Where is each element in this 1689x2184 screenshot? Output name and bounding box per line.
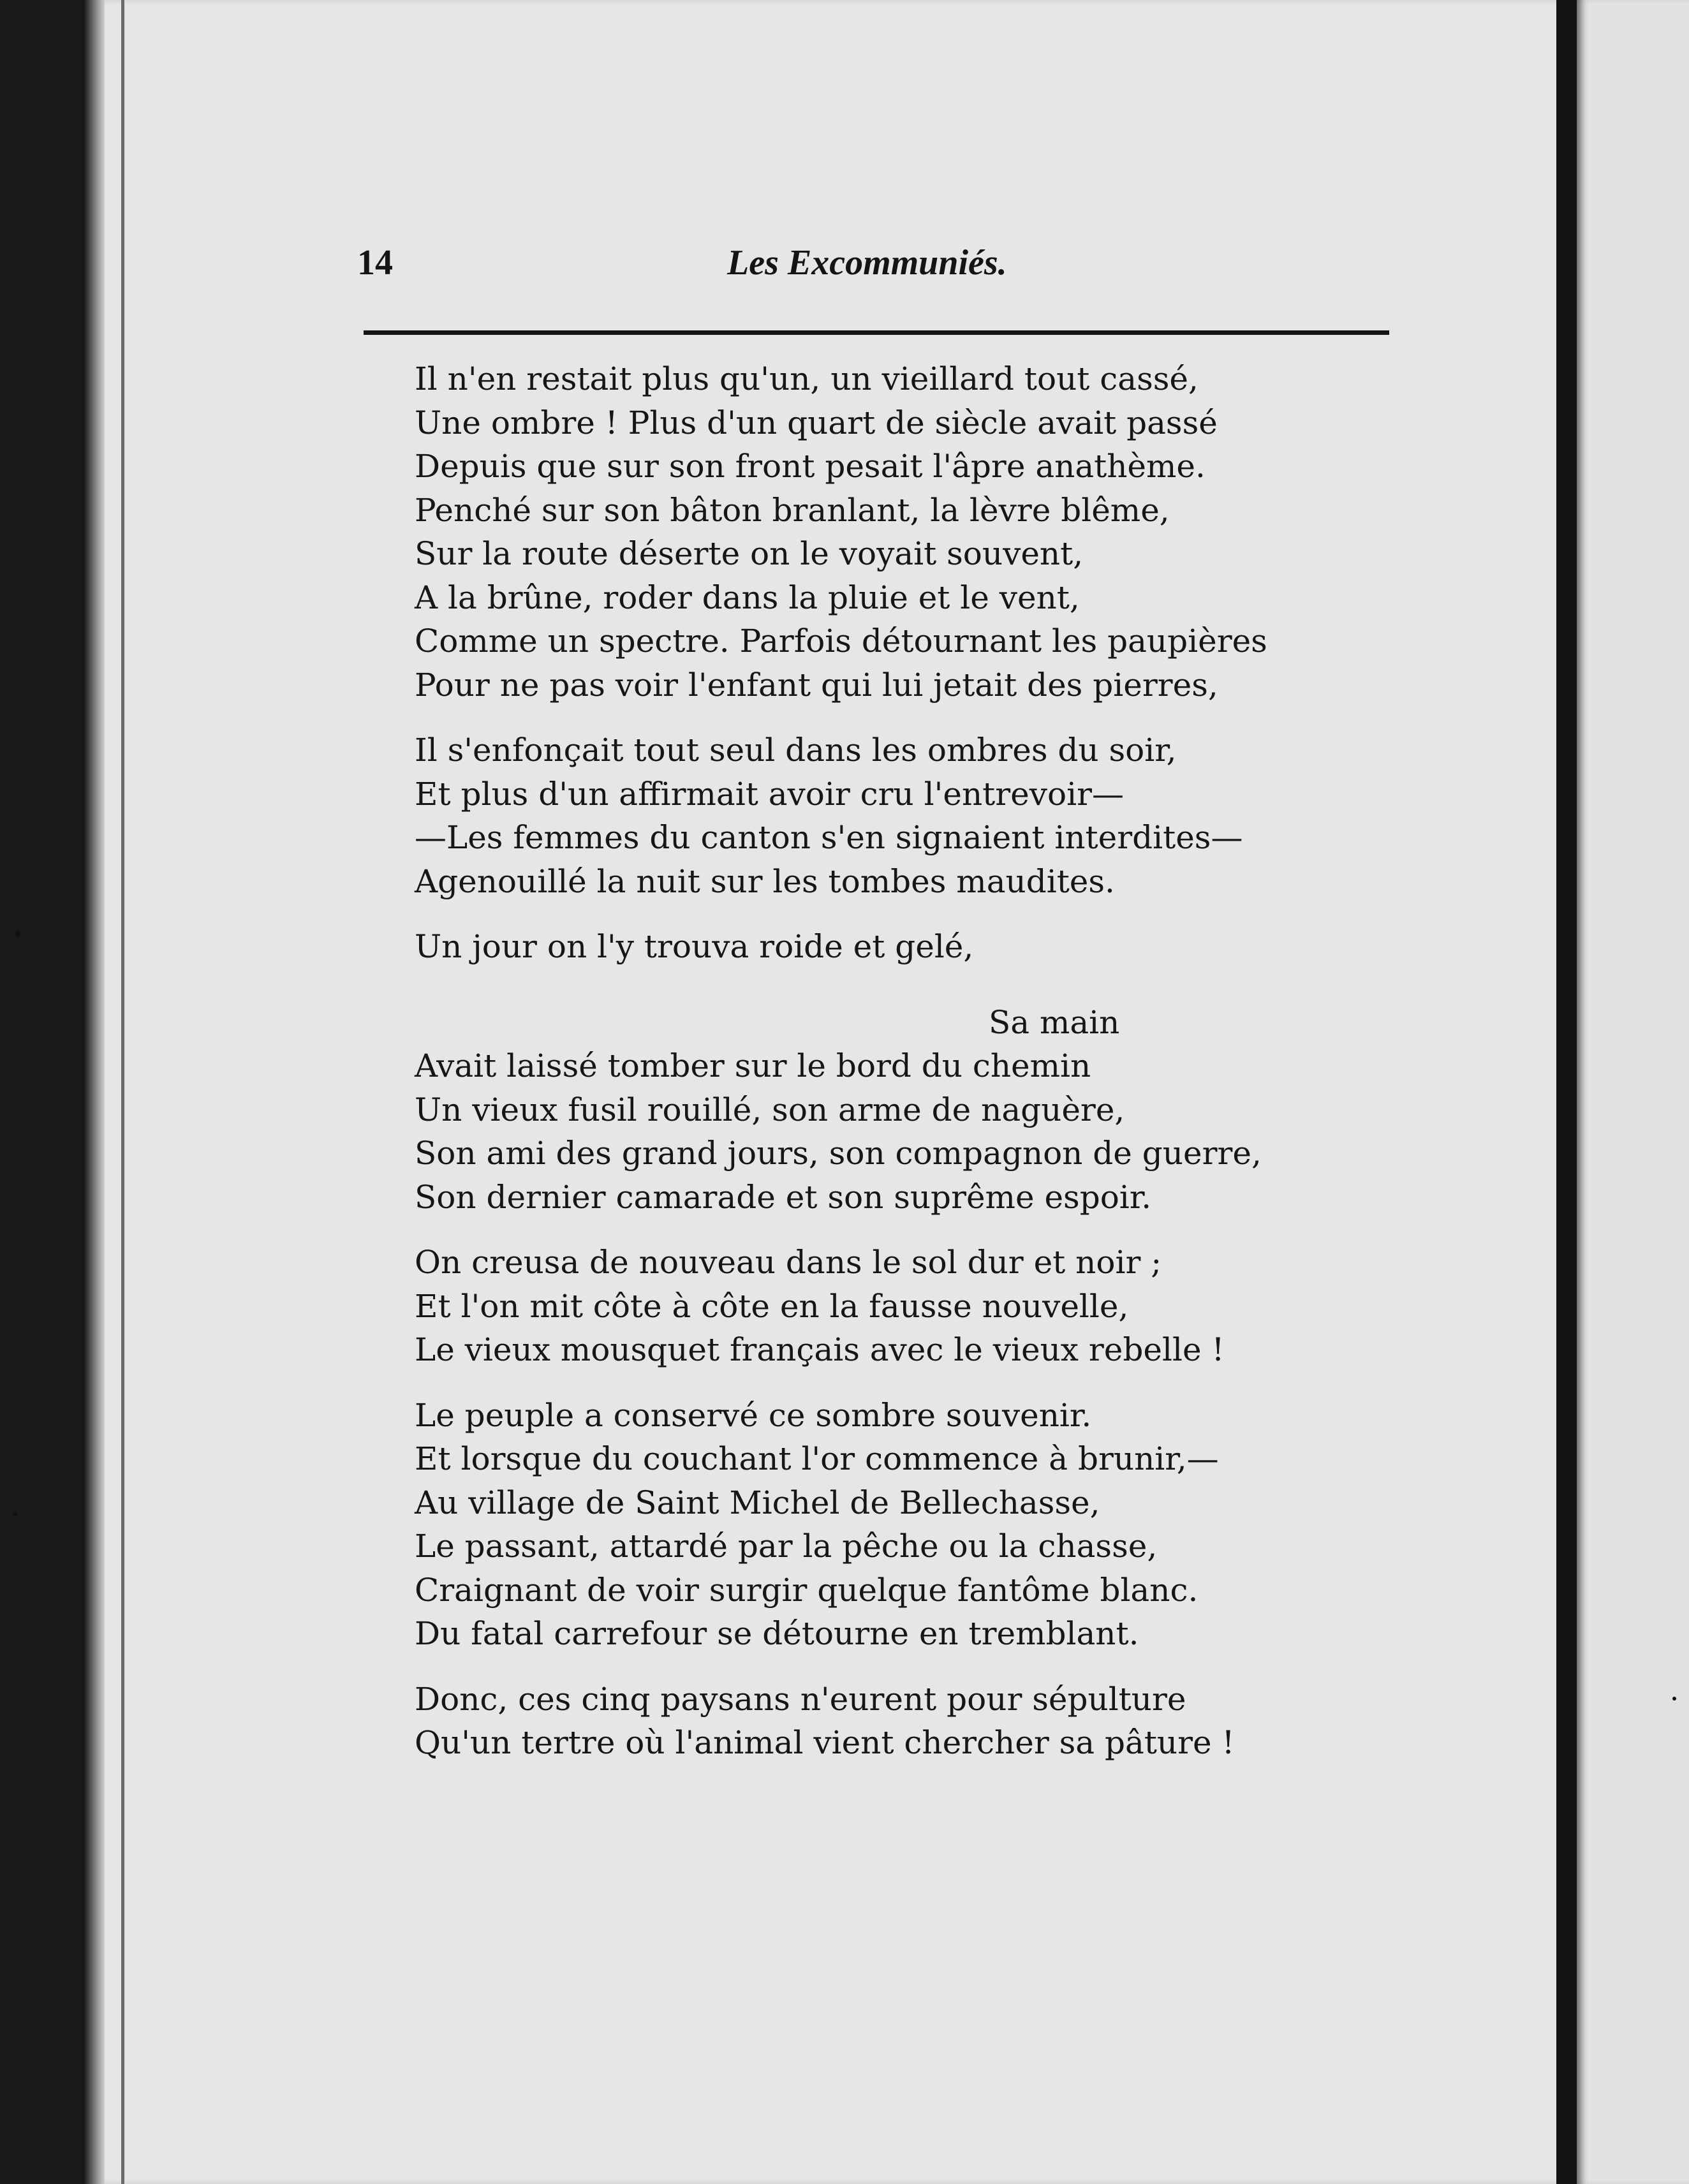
poem-line: Donc, ces cinq paysans n'eurent pour sépulture bbox=[415, 1680, 1186, 1718]
running-title: Les Excommuniés. bbox=[727, 243, 1007, 283]
stanza bbox=[415, 1394, 1371, 1656]
poem-line: Craignant de voir surgir quelque fantôme blanc. bbox=[415, 1571, 1199, 1609]
poem-line: Agenouillé la nuit sur les tombes maudites. bbox=[415, 862, 1115, 900]
poem-line: Pour ne pas voir l'enfant qui lui jetait des pierres, bbox=[415, 666, 1218, 704]
poem-line: Il n'en restait plus qu'un, un vieillard tout cassé, bbox=[415, 360, 1199, 397]
poem-line: —Les femmes du canton s'en signaient interdites— bbox=[415, 819, 1243, 856]
poem-line: Une ombre ! Plus d'un quart de siècle avait passé bbox=[415, 404, 1218, 441]
scan-speck bbox=[15, 931, 20, 936]
poem-line: Et plus d'un affirmait avoir cru l'entrevoir— bbox=[415, 775, 1125, 813]
poem-line: Le passant, attardé par la pêche ou la chasse, bbox=[415, 1528, 1158, 1565]
poem-line: Son dernier camarade et son suprême espoir. bbox=[415, 1178, 1152, 1216]
poem-line: Un vieux fusil rouillé, son arme de naguère, bbox=[415, 1091, 1125, 1128]
poem-line: Il s'enfonçait tout seul dans les ombres du soir, bbox=[415, 732, 1177, 769]
page-header bbox=[357, 242, 1390, 300]
scan-speck bbox=[1672, 1697, 1676, 1701]
stanza bbox=[415, 1001, 1371, 1220]
stanza bbox=[415, 1678, 1371, 1765]
poem-line: Depuis que sur son front pesait l'âpre anathème. bbox=[415, 448, 1206, 485]
stanza bbox=[415, 925, 1371, 969]
poem-line: On creusa de nouveau dans le sol dur et noir ; bbox=[415, 1244, 1162, 1281]
poem-line: Penché sur son bâton branlant, la lèvre blême, bbox=[415, 491, 1170, 529]
poem-line: Qu'un tertre où l'animal vient chercher sa pâture ! bbox=[415, 1724, 1235, 1761]
poem-body bbox=[415, 357, 1371, 1787]
poem-line: Du fatal carrefour se détourne en tremblant. bbox=[415, 1615, 1139, 1652]
poem-line: Un jour on l'y trouva roide et gelé, bbox=[415, 928, 974, 965]
stanza bbox=[415, 728, 1371, 903]
header-rule bbox=[364, 330, 1389, 335]
stanza bbox=[415, 357, 1371, 707]
scan-speck bbox=[13, 1512, 17, 1516]
page-number: 14 bbox=[357, 243, 393, 283]
poem-line: Sa main bbox=[989, 1003, 1120, 1041]
gutter bbox=[1556, 0, 1577, 2184]
book-spine bbox=[83, 0, 105, 2184]
poem-line: Et l'on mit côte à côte en la fausse nouvelle, bbox=[415, 1287, 1129, 1325]
poem-line: Sur la route déserte on le voyait souvent, bbox=[415, 535, 1084, 572]
poem-line: Son ami des grand jours, son compagnon de guerre, bbox=[415, 1135, 1262, 1172]
poem-line: Avait laissé tomber sur le bord du chemin bbox=[415, 1047, 1091, 1084]
poem-line: Le peuple a conservé ce sombre souvenir. bbox=[415, 1396, 1092, 1434]
poem-line: Le vieux mousquet français avec le vieux rebelle ! bbox=[415, 1331, 1225, 1368]
poem-line: A la brûne, roder dans la pluie et le vent, bbox=[415, 579, 1080, 616]
facing-page-edge bbox=[1577, 0, 1689, 2184]
poem-line: Au village de Saint Michel de Bellechasse, bbox=[415, 1484, 1100, 1521]
poem-line: Et lorsque du couchant l'or commence à brunir,— bbox=[415, 1440, 1219, 1477]
spine-line bbox=[121, 0, 124, 2184]
poem-line: Comme un spectre. Parfois détournant les paupières bbox=[415, 623, 1267, 660]
stanza bbox=[415, 1241, 1371, 1372]
